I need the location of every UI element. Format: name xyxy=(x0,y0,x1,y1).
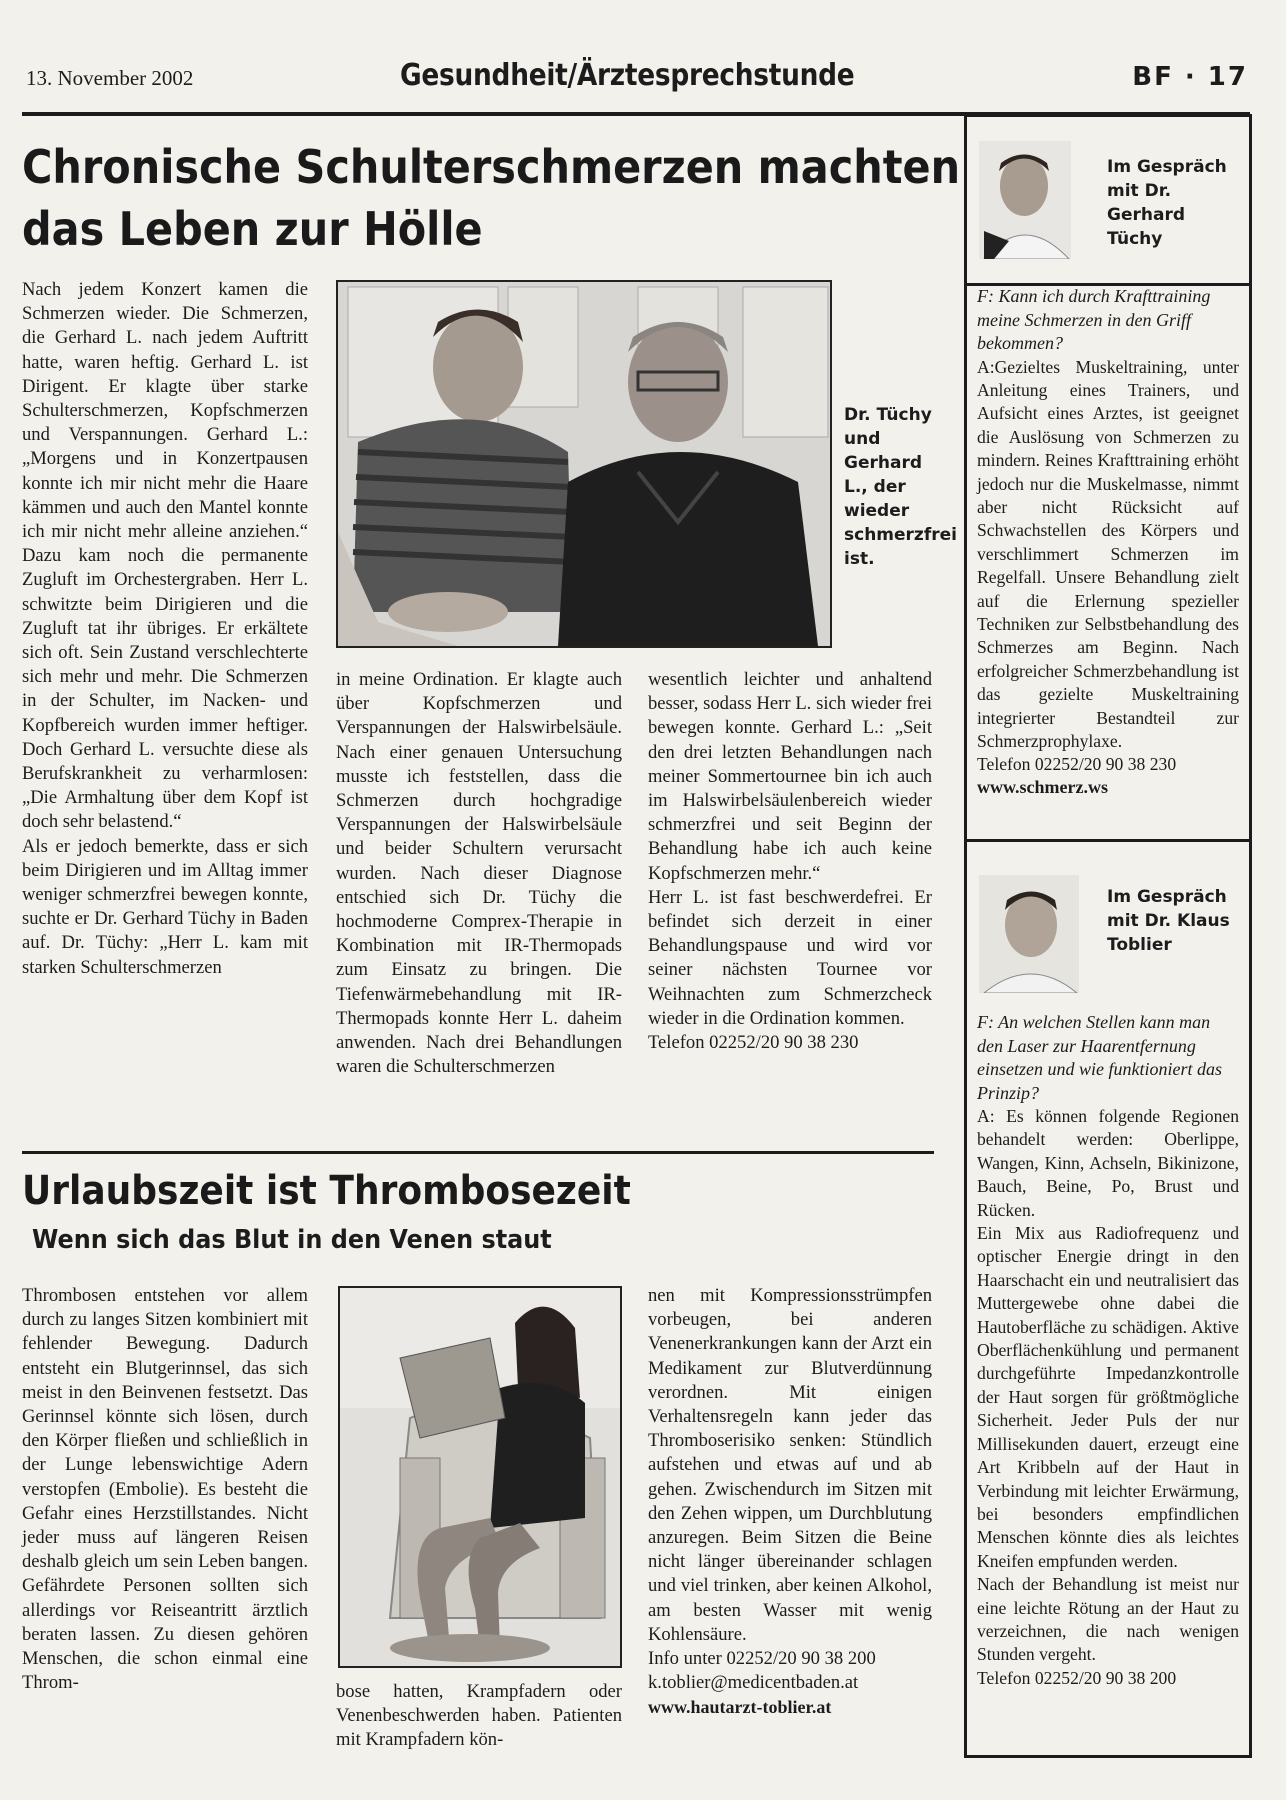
sidebar2-answer1: A: Es können folgende Regionen behandelt werden: Oberlippe, Wangen, Kinn, Achseln, Bikinizone, Bauch, Beine, Po, Brust und Rücken. xyxy=(977,1106,1239,1220)
section-title: Gesundheit/Ärztesprechstunde xyxy=(400,58,855,93)
article1-col3-phone: Telefon 02252/20 90 38 230 xyxy=(648,1032,859,1054)
issue-date: 13. November 2002 xyxy=(26,66,194,90)
article2-column1 xyxy=(22,1284,308,1695)
sidebar2-question: F: An welchen Stellen kann man den Laser zur Haarentfernung einsetzen und wie funktioniert das Prinzip? xyxy=(977,1012,1222,1103)
dr-toblier-portrait xyxy=(979,875,1079,993)
article1-col1-para1: Nach jedem Konzert kamen die Schmerzen wieder. Die Schmerzen, die Gerhard L. nach jedem Auftritt hatte, waren heftig. Gerhard L. ist Dirigent. Er klagte über starke Schulterschmerzen, Kopfschmerzen und Verspannungen. Gerhard L.: „Morgens und in Konzertpausen konnte ich mir nicht mehr die Haare kämmen und auch den Mantel konnte ich mir nicht mehr alleine anziehen.“ Dazu kam noch die permanente Zugluft im Orchestergraben. Herr L. schwitzte beim Dirigieren und die Zugluft tat ihr übriges. Er erkältete sich oft. Sein Zustand verschlechterte sich mehr und mehr. Die Schmerzen in der Schulter, im Nacken- und Kopfbereich wurden immer heftiger. Doch Gerhard L. versuchte diese als Berufskrankheit zu verharmlosen: „Die Armhaltung über dem Kopf ist doch sehr belastend.“ xyxy=(22,279,308,833)
article2-photo xyxy=(338,1286,622,1668)
article2-col3-para1: nen mit Kompressionsstrümpfen vorbeugen, bei anderen Venenerkrankungen kann der Arzt ein Medikament zur Blutverdünnung verordnen. Mit einigen Verhaltensregeln kann jeder das Thromboserisiko senken: Stündlich aufstehen und etwas auf und ab gehen. Zwischendurch im Sitzen mit den Zehen wippen, um Durchblutung anzuregen. Beim Sitzen die Beine nicht länger übereinander schlagen und viel trinken, aber keinen Alkohol, am besten Wasser mit wenig Kohlensäure. xyxy=(648,1285,932,1645)
sidebar2-heading: Im Gespräch mit Dr. Klaus Toblier xyxy=(1107,887,1230,955)
sidebar2-answer2: Ein Mix aus Radiofrequenz und optischer Energie dringt in den Haarschacht ein und neutralisiert das Muttergewebe ohne dabei die Hautoberfläche zu schädigen. Aktive Oberflächenkühlung und permanent durchgeführte Impedanzkontrolle der Haut sorgen für größtmögliche Sicherheit. Jeder Puls der nur Millisekunden dauert, erzeugt eine Art Kribbeln auf der Haut in Verbindung mit leichter Erwärmung, bei besonders empfindlichen Menschen könnte dies als leichtes Kneifen empfunden werden. xyxy=(977,1223,1239,1571)
woman-reading-photo-illustration xyxy=(340,1288,620,1666)
sidebar-split-rule xyxy=(967,839,1249,842)
sidebar1-question: F: Kann ich durch Krafttraining meine Schmerzen in den Griff bekommen? xyxy=(977,286,1211,353)
dr-tuechy-portrait xyxy=(979,141,1071,259)
sidebar2-answer3: Nach der Behandlung ist meist nur eine leichte Rötung an der Haut zu verzeichnen, die nach wenigen Stunden vergeht. xyxy=(977,1574,1239,1665)
article1-photo xyxy=(336,280,832,648)
article2-col1-para1: Thrombosen entstehen vor allem durch zu langes Sitzen kombiniert mit fehlender Bewegung. Dadurch entsteht ein Blutgerinnsel, das sich meist in den Beinvenen festsetzt. Das Gerinnsel könnte sich lösen, durch den Körper fließen und schließlich in der Lunge lebenswichtige Adern verstopfen (Embolie). Es besteht die Gefahr eines Herzstillstandes. Nicht jeder muss auf längeren Reisen deshalb gleich um sein Leben bangen. Gefährdete Personen sollten sich allerdings vor Reiseantritt ärztlich beraten lassen. Zu diesen gehören Menschen, die schon einmal eine Throm- xyxy=(22,1285,308,1694)
article2-col3-url: www.hautarzt-toblier.at xyxy=(648,1697,832,1718)
sidebar2-phone: Telefon 02252/20 90 38 200 xyxy=(977,1667,1177,1688)
article1-col2-para1: in meine Ordination. Er klagte auch über Kopfschmerzen und Verspannungen der Halswirbelsäule. Nach einer genauen Untersuchung musste ich feststellen, dass die Schmerzen durch hochgradige Verspannungen der Halswirbelsäule und beider Schultern verursacht wurden. Nach dieser Diagnose entschied sich Dr. Tüchy die hochmoderne Comprex-Therapie in Kombination mit IR-Thermopads zum Einsatz zu bringen. Die Tiefenwärmebehandlung mit IR-Thermopads konnte Herr L. daheim anwenden. Nach drei Behandlungen waren die Schulterschmerzen xyxy=(336,669,622,1078)
sidebar1-heading: Im Gespräch mit Dr. Gerhard Tüchy xyxy=(1107,157,1227,249)
article1-col3-para2: Herr L. ist fast beschwerdefrei. Er befindet sich derzeit in einer Behandlungspause und wird vor seiner nächsten Tournee vor Weihnachten zum Schmerzcheck wieder in die Ordination kommen. xyxy=(648,886,932,1029)
article2-headline: Urlaubszeit ist Thrombosezeit xyxy=(22,1168,631,1214)
article2-column3 xyxy=(648,1284,932,1720)
sidebar1-answer: A:Gezieltes Muskeltraining, unter Anleitung eines Trainers, und Aufsicht eines Arztes, ist geeignet die Auslösung von Schmerzen zu mindern. Reines Krafttraining erhöht jedoch nur die Muskelmasse, nimmt aber nicht Rücksicht auf Schwachstellen des Körpers und verschlimmert Schmerzen im Regelfall. Unsere Behandlung zielt auf die Erlernung spezieller Techniken zur Selbstbehandlung des Schmerzes am Beginn. Nach erfolgreicher Schmerzbehandlung ist das gezielte Muskeltraining integrierter Bestandteil zur Schmerzprophylaxe. xyxy=(977,356,1239,751)
article1-col1-para2: Als er jedoch bemerkte, dass er sich beim Dirigieren und im Alltag immer weniger schmerzfrei bewegen konnte, suchte er Dr. Gerhard Tüchy in Baden auf. Dr. Tüchy: „Herr L. kam mit starken Schulterschmerzen xyxy=(22,835,308,978)
article2-col3-email: k.toblier@medicentbaden.at xyxy=(648,1672,859,1694)
sidebar1-url: www.schmerz.ws xyxy=(977,776,1108,797)
sidebar1-phone: Telefon 02252/20 90 38 230 xyxy=(977,754,1177,775)
article2-col3-info: Info unter 02252/20 90 38 200 xyxy=(648,1648,876,1670)
article2-subheadline: Wenn sich das Blut in den Venen staut xyxy=(32,1225,552,1255)
sidebar2-body xyxy=(977,1011,1239,1690)
portrait-illustration xyxy=(979,875,1079,993)
article2-column2 xyxy=(336,1680,622,1753)
article2-col2-para1: bose hatten, Krampfadern oder Venenbeschwerden haben. Patienten mit Krampfadern kön- xyxy=(336,1681,622,1751)
article1-column3 xyxy=(648,668,932,1055)
sidebar-box xyxy=(964,114,1252,1758)
article1-column1 xyxy=(22,278,308,980)
article1-photo-caption: Dr. Tüchy und Gerhard L., der wieder schmerzfrei ist. xyxy=(844,405,957,569)
sidebar1-body xyxy=(977,285,1239,798)
article1-headline-line1: Chronische Schulterschmerzen machten xyxy=(22,140,961,194)
two-men-photo-illustration xyxy=(338,282,830,646)
article1-column2 xyxy=(336,668,622,1079)
section-divider-rule xyxy=(22,1151,934,1154)
page-number: BF · 17 xyxy=(1132,62,1248,92)
article1-headline-line2: das Leben zur Hölle xyxy=(22,202,483,256)
article1-col3-para1: wesentlich leichter und anhaltend besser, sodass Herr L. sich wieder frei bewegen konnte. Gerhard L.: „Seit den drei letzten Behandlungen nach meiner Sommertournee bin ich auch im Halswirbelsäulenbereich wieder schmerzfrei und seit Beginn der Behandlung habe ich auch keine Kopfschmerzen mehr.“ xyxy=(648,669,932,884)
portrait-illustration xyxy=(979,141,1071,259)
